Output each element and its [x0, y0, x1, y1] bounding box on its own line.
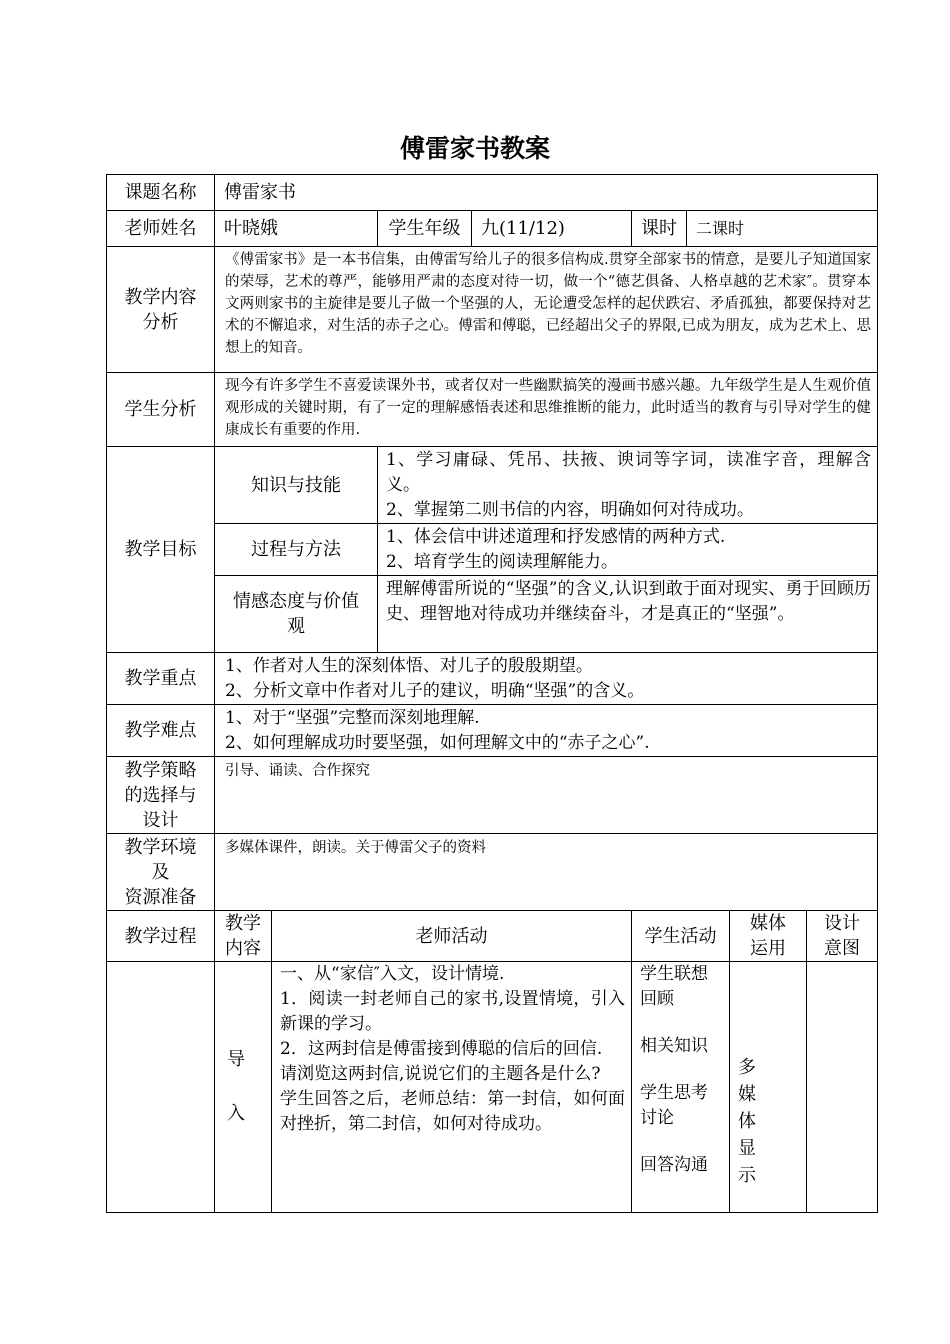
topic-value: 傅雷家书 [215, 175, 878, 211]
process-header-row [107, 911, 878, 962]
teacher-row [107, 211, 878, 247]
difficulties-label: 教学难点 [107, 705, 215, 757]
content-analysis-row [107, 247, 878, 373]
objective-process-label: 过程与方法 [215, 524, 378, 576]
objective-row-process [107, 524, 878, 576]
intro-teacher-activity: 一、从“家信″入文，设计情境. 1．阅读一封老师自己的家书,设置情境，引入新课的学习。 2．这两封信是傅雷接到傅聪的信后的回信. 请浏览这两封信,说说它们的主题各是什么? 学生回答之后，老师总结：第一封信，如何面对挫折，第二封信，如何对待成功。 [272, 962, 632, 1213]
topic-row [107, 175, 878, 211]
strategy-label: 教学策略 的选择与 设计 [107, 757, 215, 834]
grade-label: 学生年级 [378, 211, 472, 247]
objective-knowledge-label: 知识与技能 [215, 447, 378, 524]
intro-student-activity: 学生联想回顾 相关知识 学生思考讨论 回答沟通 [632, 962, 730, 1213]
difficulties-text: 1、对于“坚强”完整而深刻地理解. 2、如何理解成功时要坚强，如何理解文中的“赤子之心”. [215, 705, 878, 757]
design-header: 设计 意图 [807, 911, 878, 962]
environment-row [107, 834, 878, 911]
content-analysis-label: 教学内容 分析 [107, 247, 215, 373]
intro-row [107, 962, 878, 1213]
environment-label: 教学环境 及 资源准备 [107, 834, 215, 911]
strategy-text: 引导、诵读、合作探究 [215, 757, 878, 834]
intro-process-cell [107, 962, 215, 1213]
student-activity-header: 学生活动 [632, 911, 730, 962]
student-analysis-row [107, 373, 878, 447]
teacher-activity-header: 老师活动 [272, 911, 632, 962]
content-analysis-text: 《傅雷家书》是一本书信集，由傅雷写给儿子的很多信构成.贯穿全部家书的情意，是要儿子知道国家的荣辱，艺术的尊严，能够用严肃的态度对待一切，做一个“德艺俱备、人格卓越的艺术家″。贯穿本文两则家书的主旋律是要儿子做一个坚强的人，无论遭受怎样的起伏跌宕、矛盾孤独，都要保持对艺术的不懈追求，对生活的赤子之心。傅雷和傅聪，已经超出父子的界限,已成为朋友，成为艺术上、思想上的知音。 [215, 247, 878, 373]
key-points-label: 教学重点 [107, 653, 215, 705]
intro-media: 多媒 体显 示 [730, 962, 807, 1213]
intro-design [807, 962, 878, 1213]
objective-row-knowledge [107, 447, 878, 524]
difficulties-row [107, 705, 878, 757]
student-analysis-label: 学生分析 [107, 373, 215, 447]
process-label: 教学过程 [107, 911, 215, 962]
content-header: 教学 内容 [215, 911, 272, 962]
page-title: 傅雷家书教案 [399, 134, 550, 163]
topic-label: 课题名称 [107, 175, 215, 211]
media-header: 媒体 运用 [730, 911, 807, 962]
lesson-plan-table [106, 174, 878, 1213]
student-analysis-text: 现今有许多学生不喜爱读课外书，或者仅对一些幽默搞笑的漫画书感兴趣。九年级学生是人生观价值观形成的关键时期，有了一定的理解感悟表述和思维推断的能力，此时适当的教育与引导对学生的健康成长有重要的作用. [215, 373, 878, 447]
intro-content: 导 入 [215, 962, 272, 1213]
objective-attitude-text: 理解傅雷所说的“坚强”的含义,认识到敢于面对现实、勇于回顾历史、理智地对待成功并继续奋斗，才是真正的“坚强”。 [378, 576, 878, 653]
key-points-row [107, 653, 878, 705]
objective-row-attitude [107, 576, 878, 653]
key-points-text: 1、作者对人生的深刻体悟、对儿子的殷殷期望。 2、分析文章中作者对儿子的建议，明确“坚强”的含义。 [215, 653, 878, 705]
hours-value: 二课时 [687, 211, 878, 247]
grade-value: 九(11/12) [472, 211, 632, 247]
objective-knowledge-text: 1、学习庸碌、凭吊、扶掖、谀词等字词，读准字音，理解含义。 2、掌握第二则书信的内容，明确如何对待成功。 [378, 447, 878, 524]
objectives-label: 教学目标 [107, 447, 215, 653]
strategy-row [107, 757, 878, 834]
hours-label: 课时 [632, 211, 687, 247]
environment-text: 多媒体课件，朗读。关于傅雷父子的资料 [215, 834, 878, 911]
objective-process-text: 1、体会信中讲述道理和抒发感情的两种方式. 2、培育学生的阅读理解能力。 [378, 524, 878, 576]
teacher-label: 老师姓名 [107, 211, 215, 247]
teacher-value: 叶晓娥 [215, 211, 378, 247]
objective-attitude-label: 情感态度与价值 观 [215, 576, 378, 653]
